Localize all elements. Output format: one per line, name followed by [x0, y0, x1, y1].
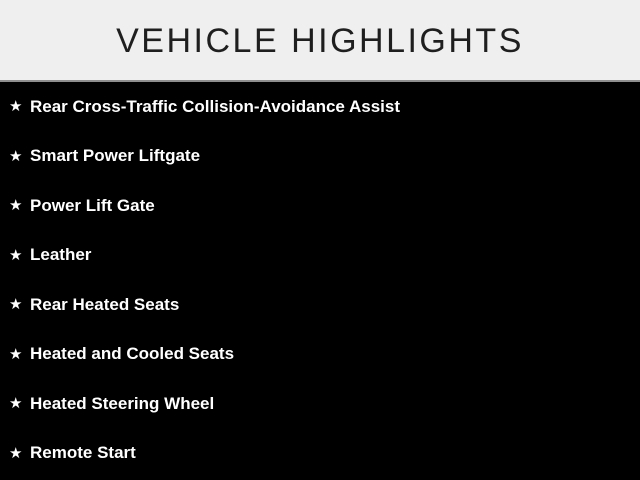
list-item: [0, 330, 640, 380]
page-title: VEHICLE HIGHLIGHTS: [116, 21, 524, 60]
star-icon: ★: [9, 444, 23, 462]
list-item-label: Heated Steering Wheel: [30, 393, 215, 413]
list-item: [0, 379, 640, 429]
list-item: [0, 231, 640, 281]
list-item-label: Power Lift Gate: [30, 195, 155, 215]
star-icon: ★: [9, 246, 23, 264]
list-item: [0, 132, 640, 182]
list-item-label: Remote Start: [30, 443, 136, 463]
list-item-label: Leather: [30, 245, 92, 265]
star-icon: ★: [9, 395, 23, 413]
list-item: [0, 82, 640, 132]
star-icon: ★: [9, 296, 23, 314]
list-item: [0, 429, 640, 479]
list-item-label: Rear Heated Seats: [30, 294, 180, 314]
list-item: [0, 280, 640, 330]
star-icon: ★: [9, 98, 23, 116]
list-item: [0, 181, 640, 231]
star-icon: ★: [9, 197, 23, 215]
list-item-label: Heated and Cooled Seats: [30, 344, 235, 364]
star-icon: ★: [9, 147, 23, 165]
highlight-list: [0, 82, 640, 478]
header-band: [0, 0, 640, 82]
star-icon: ★: [9, 345, 23, 363]
list-item-label: Smart Power Liftgate: [30, 146, 201, 166]
list-item-label: Rear Cross-Traffic Collision-Avoidance Assist: [30, 96, 401, 116]
